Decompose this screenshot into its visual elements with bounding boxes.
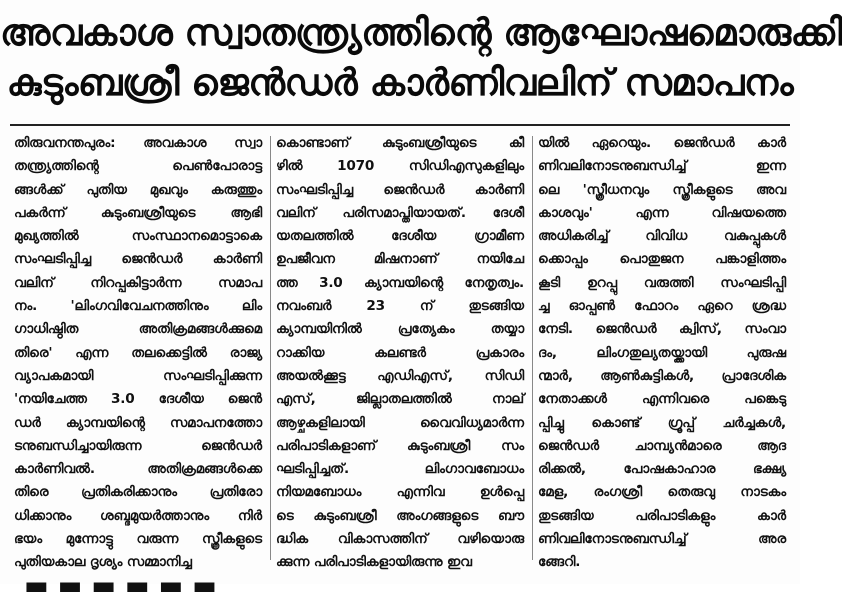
article-line: വ്യാപകമായി സംഘടിപ്പിക്കുന്ന <box>14 367 262 384</box>
article-line: ജെൻഡർ ചാമ്പ്യൻമാരെ ആദ <box>538 437 786 454</box>
article-line: പ്പിച്ചു കൊണ്ട് ഗ്രൂപ്പ് ചർച്ചകൾ, <box>538 414 786 431</box>
article-line: ആഴ്ചകളിലായി വൈവിധ്യമാർന്ന <box>276 414 524 431</box>
article-line: ക്യാമ്പയിനിൽ പ്രത്യേകം തയ്യാ <box>276 321 524 338</box>
article-line: ലെ 'സ്ത്രീധനവും സ്ത്രീകളുടെ അവ <box>538 181 786 198</box>
article-line: ഴിൽ 1070 സിഡിഎസുകളിലും <box>276 158 524 175</box>
article-line: നേടി. ജെൻഡർ ക്വിസ്, സംവാ <box>538 321 786 338</box>
headline-line-2: കുടുംബശ്രീ ജെൻഡർ കാർണിവലിന് സമാപനം <box>6 61 794 104</box>
article-line: ഡർ ക്യാമ്പയിന്റെ സമാപനത്തോ <box>14 414 262 431</box>
article-line: ങ്ങൾക്ക് പുതിയ മുഖവും കരുത്തും <box>14 181 262 198</box>
next-headline-fragment: ▬ ▬ ▬ ▬ ▬ ▬ <box>24 571 217 601</box>
article-line: പകർന്ന് കുടുംബശ്രീയുടെ ആഭി <box>14 204 262 221</box>
article-line: നം. 'ലിംഗവിവേചനത്തിനും ലിം <box>14 298 262 315</box>
article-line: തുടങ്ങിയ പരിപാടികളും കാർ <box>538 507 786 524</box>
article-line: ങ്ങേറി. <box>538 554 581 571</box>
article-line: ഘടിപ്പിച്ചത്. ലിംഗാവബോധം <box>276 461 524 478</box>
article-line: ക്കൊപ്പം പൊതുജന പങ്കാളിത്തം <box>538 251 786 268</box>
article-line: സംഘടിപ്പിച്ച ജെൻഡർ കാർണി <box>14 251 262 268</box>
column-divider <box>532 136 533 560</box>
article-line: ദ്ധിക വികാസത്തിന് വഴിയൊരു <box>276 531 524 548</box>
article-line: തിരുവനന്തപുരം: അവകാശ സ്വാ <box>14 135 262 151</box>
article-column-2 <box>276 132 524 571</box>
article-column-3 <box>538 132 786 571</box>
article-line: എസ്, ജില്ലാതലത്തിൽ നാല് <box>276 391 524 408</box>
article-line: ണിവലിനോടനുബന്ധിച്ച് അര <box>538 531 786 548</box>
headline-rule <box>10 124 790 126</box>
article-line: തിരെ' എന്ന തലക്കെട്ടിൽ രാജ്യ <box>14 344 262 361</box>
article-line: ടനുബന്ധിച്ചായിരുന്ന ജെൻഡർ <box>14 437 262 454</box>
article-line: ഉപജീവന മിഷനാണ് നയിചേ <box>276 251 524 268</box>
article-line: രിക്കൽ, പോഷകാഹാര ഭക്ഷ്യ <box>538 461 786 478</box>
article-line: ധിക്കാനും ശബ്ദമുയർത്താനും നിർ <box>14 507 262 524</box>
article-line: സംഘടിപ്പിച്ച ജെൻഡർ കാർണി <box>276 181 524 198</box>
article-line: 'നയിചേത്ത 3.0 ദേശീയ ജെൻ <box>14 391 262 408</box>
article-line: കൂടി ഉറപ്പു വരുത്തി സംഘടിപ്പി <box>538 274 786 291</box>
headline <box>0 8 842 108</box>
article-line: നിയമബോധം എന്നിവ ഉൾപ്പെ <box>276 484 524 501</box>
article-line: അധികരിച്ച് വിവിധ വകുപ്പുകൾ <box>538 228 786 245</box>
article-line: ന്മാർ, ആൺകുട്ടികൾ, പ്രാദേശിക <box>538 367 786 384</box>
article-line: ഭയം മുന്നോട്ടു വരുന്ന സ്ത്രീകളുടെ <box>14 531 262 548</box>
article-line: ക്കുന്ന പരിപാടികളായിരുന്നു ഇവ <box>276 554 472 571</box>
article-line: പുതിയകാല ദൃശ്യം സമ്മാനിച്ച <box>14 554 192 571</box>
article-column-1 <box>14 132 262 571</box>
headline-line-1: അവകാശ സ്വാതന്ത്ര്യത്തിന്റെ ആഘോഷമൊരുക്കി <box>0 11 842 54</box>
article-line: വലിന് പരിസമാപ്തിയായത്. ദേശീ <box>276 204 524 221</box>
article-line: കൊണ്ടാണ് കുടുംബശ്രീയുടെ കീ <box>276 135 524 151</box>
article-line: മേള, രംഗശ്രീ തെരുവു നാടകം <box>538 484 786 501</box>
article-line: കാശവും' എന്ന വിഷയത്തെ <box>538 204 786 221</box>
article-line: യതലത്തിൽ ദേശീയ ഗ്രാമീണ <box>276 228 524 245</box>
article-line: ച്ച ഓപ്പൺ ഫോറം ഏറെ ശ്രദ്ധ <box>538 298 786 315</box>
article-line: ഗാധിഷ്ഠിത അതിക്രമങ്ങൾക്കുമെ <box>14 321 262 338</box>
article-line: നേതാക്കൾ എന്നിവരെ പങ്കെടു <box>538 391 786 408</box>
article-line: ടെ കുടുംബശ്രീ അംഗങ്ങളുടെ ബൗ <box>276 507 524 524</box>
article-line: ണിവലിനോടനുബന്ധിച്ച് ഇന്ന <box>538 158 786 175</box>
article-line: ത്ത 3.0 ക്യാമ്പയിന്റെ നേതൃത്വം. <box>276 274 524 291</box>
article-line: വലിന് നിറപ്പകിട്ടാർന്ന സമാപ <box>14 274 262 291</box>
article-line: റാക്കിയ കലണ്ടർ പ്രകാരം <box>276 344 524 361</box>
article-line: തന്ത്ര്യത്തിന്റെ പെൺപോരാട്ട <box>14 158 262 175</box>
article-line: പരിപാടികളാണ് കുടുംബശ്രീ സം <box>276 437 524 454</box>
article-line: തിരെ പ്രതികരിക്കാനും പ്രതിരോ <box>14 484 262 501</box>
article-line: മുഖ്യത്തിൽ സംസ്ഥാനമൊട്ടാകെ <box>14 228 262 245</box>
article-line: കാർണിവൽ. അതിക്രമങ്ങൾക്കെ <box>14 461 262 478</box>
article-line: നവംബർ 23 ന് തുടങ്ങിയ <box>276 298 524 315</box>
article-line: അയൽക്കൂട്ട എഡിഎസ്, സിഡി <box>276 367 524 384</box>
article-line: ദം, ലിംഗതുല്യതയ്ക്കായി പുരുഷ <box>538 344 786 361</box>
article-body <box>14 132 790 571</box>
article-line: യിൽ ഏറെയും. ജെൻഡർ കാർ <box>538 135 786 151</box>
column-divider <box>270 136 271 560</box>
